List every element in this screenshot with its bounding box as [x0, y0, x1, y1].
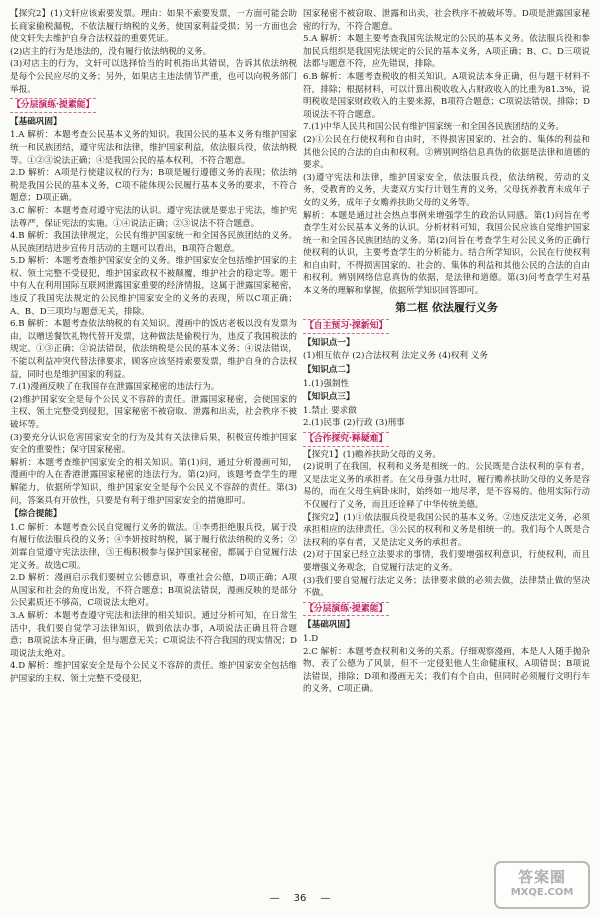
subsection-heading: 【基础巩固】 — [303, 620, 355, 631]
answer-paragraph: (3)对店主的行为，文轩可以选择恰当的时机指出其错误，告诉其依法纳税是每个公民应尽的义务；另外，如果店主违法情节严重，也可以向税务部门举报。 — [10, 59, 297, 95]
answer-paragraph: (2)店主的行为是违法的，没有履行依法纳税的义务。 — [10, 46, 212, 57]
answer-paragraph: 国家秘密不被窃取、泄露和出卖，社会秩序不被破坏等。D项是泄露国家秘密的行为，不符合题意。 — [303, 9, 590, 32]
answer-paragraph: 5.D 解析：本题考查维护国家安全的义务。维护国家安全包括维护国家的主权、领土完整不受侵犯，维护国家政权不被颠覆，维护社会的稳定等。题干中有人在利用国际互联网泄露国家重要的经济情报，这属于泄露国家秘密，违反了我国宪法规定的公民维护国家安全的义务的表现，所以C项正确；A、B、D三项均与题意无关，排除。 — [10, 256, 297, 317]
answer-paragraph: 【探究2】(1)文轩应该索要发票。理由：如果不索要发票，一方面可能会助长商家偷税漏税，不依法履行纳税的义务，使国家利益受损；另一方面也会使文轩失去维护自身合法权益的重要凭证。 — [10, 9, 297, 45]
subsection-heading: 【综合提能】 — [10, 509, 62, 520]
watermark-text: 答案圈 — [517, 868, 566, 886]
answer-paragraph: 2.D 解析：A项是行使建议权的行为；B项是履行遵德义务的表现；依法纳税是我国公民的基本义务，C项不能体现公民履行基本义务的要求，不符合题意；D项正确。 — [10, 168, 297, 204]
answer-paragraph: 解析：本题考查维护国家安全的相关知识。第(1)问，通过分析漫画可知，漫画中的人在香港泄露国家秘密的违法行为。第(2)问，该题考查学生的理解能力，依据所学知识，维护国家安全是每个公民义不容辞的责任。第(3)问，答案具有开放性，只要是有利于维护国家安全的措施即可。 — [10, 457, 297, 506]
answer-paragraph: 3.A 解析：本题考查遵守宪法和法律的相关知识。通过分析可知，在日常生活中，我们要自觉学习法律知识，做到依法办事，A项说法正确且符合题意；B项说法本身正确，但与题意无关；C项说法不符合我国的现实情况；D项说法太绝对。 — [10, 610, 297, 659]
answer-paragraph: 7.(1)中华人民共和国公民有维护国家统一和全国各民族团结的义务。 — [303, 122, 564, 133]
page-number: — 36 — — [269, 893, 331, 904]
answer-paragraph: 4.B 解析：我国法律规定，公民有维护国家统一和全国各民族团结的义务。从民族团结进步宣传月活动的主题可以看出，B项符合题意。 — [10, 231, 297, 254]
watermark-logo — [494, 861, 590, 909]
answer-paragraph: (2)①公民在行使权利和自由时，不得损害国家的、社会的、集体的利益和其他公民的合法的自由和权利。②辨别网络信息真伪的依据是法律和道德的要求。 — [303, 134, 590, 171]
answer-paragraph: 1.禁止 要求做 — [303, 405, 357, 416]
right-column — [303, 8, 590, 696]
left-column — [10, 8, 297, 685]
answer-paragraph: 4.D 解析：维护国家安全是每个公民义不容辞的责任。维护国家安全包括维护国家的主权、领土完整不受侵犯， — [10, 661, 297, 684]
answer-paragraph: (1)相互依存 (2)合法权利 法定义务 (4)权利 义务 — [303, 351, 488, 362]
answer-paragraph: 2.C 解析：本题考查权利和义务的关系。仔细观察漫画，本是人人随手抛杂物，表了公德为了风景，但不一定侵犯他人生命健康权，A项错误；B项说法错误，排除；D项和漫画无关；我们有个自由，但同时必须履行文明行车的义务，C项正确。 — [303, 646, 590, 695]
answer-paragraph: (2)对于国家已经立法要求的事情，我们要增强权利意识，行使权利，而且要增强义务观念，自觉履行法定的义务。 — [303, 550, 590, 573]
subsection-heading: 【基础巩固】 — [10, 116, 62, 127]
answer-paragraph: 1.(1)强制性 — [303, 378, 350, 389]
answer-paragraph: (3)要充分认识危害国家安全的行为及其有关法律后果，积极宣传维护国家安全的重要性；保守国家秘密。 — [10, 432, 297, 456]
answer-paragraph: (2)说明了在我国，权利和义务是相统一的。公民既是合法权利的享有者，又是法定义务的承担者。在父母身强力壮时，履行赡养扶助父母的义务是容易的，而在父母生病卧床时，始终如一地尽孝，是不容易的。他用实际行动不仅履行了义务，而且还诠释了中华传统美德。 — [303, 462, 590, 510]
answer-paragraph: 【探究2】(1)①依法服兵役是我国公民的基本义务。②违反法定义务，必须承担相应的法律责任。③公民的权利和义务是相统一的。我们每个人既是合法权利的享有者，又是法定义务的承担者。 — [303, 512, 590, 548]
answer-paragraph: (3)遵守宪法和法律，维护国家安全，依法服兵役，依法纳税，劳动的义务，受教育的义务，夫妻双方实行计划生育的义务，父母抚养教育未成年子女的义务，成年子女赡养扶助父母的义务等。 — [303, 172, 590, 208]
answer-paragraph: (2)维护国家安全是每个公民义不容辞的责任。泄露国家秘密，会使国家的主权、领土完整受到侵犯，国家秘密不被窃取、泄露和出卖，社会秩序不被破坏等。 — [10, 394, 297, 430]
section-heading: 【自主预习·探新知】 — [303, 319, 389, 334]
answer-paragraph: 6.B 解析：本题考查依法纳税的有关知识。漫画中的饭店老板以没有发票为由，以赠送餐饮礼物代替开发票，这种做法是偷税行为，违反了我国税法的规定。①③正确；②说法错误，依法纳税是公民的基本义务；④说法错误，不能以利益冲突代替法律要求，顾客应该坚持索要发票，维护自身的合法权益，同时也是维护国家的利益。 — [10, 319, 297, 380]
answer-paragraph: 【探究1】(1)赡养扶助父母的义务。 — [303, 449, 441, 460]
answer-paragraph: 5.A 解析：本题主要考查我国宪法规定的公民的基本义务。依法服兵役和参加民兵组织是我国宪法规定的公民的基本义务，A项正确；B、C、D三项说法都与题意不符，应先错误，排除。 — [303, 34, 590, 70]
answer-paragraph: 1.C 解析：本题考查公民自觉履行义务的做法。①李勇拒绝服兵役，属于没有履行依法服兵役的义务；④李妍按时纳税，属于履行依法纳税的义务；②刘霖自觉遵守宪法法律，③王梅积极参与保护国家秘密，都属于自觉履行法定义务。故选C项。 — [10, 522, 297, 571]
answer-paragraph: 1.A 解析：本题考查公民基本义务的知识。我国公民的基本义务有维护国家统一和民族团结，遵守宪法和法律，维护国家利益，依法服兵役，依法纳税等。①②③说法正确；④是我国公民的基本权利，不符合题意。 — [10, 130, 297, 166]
answer-paragraph: 6.B 解析：本题考查税收的相关知识。A项说法本身正确，但与题干材料不符，排除；根据材料，可以计算出税收收入占财政收入的比重为81.3%，说明税收是国家财政收入的主要来源，B项符合题意；C项说法错误，排除；D项说法不符合题意。 — [303, 71, 590, 120]
section-heading: 【合作探究·释疑难】 — [303, 432, 389, 447]
subsection-heading: 【知识点一】 — [303, 337, 355, 348]
subsection-heading: 【知识点三】 — [303, 392, 355, 403]
answer-paragraph: (3)我们要自觉履行法定义务；法律要求做的必须去做，法律禁止做的坚决不做。 — [303, 575, 590, 599]
answer-paragraph: 解析：本题是通过社会热点事例来增强学生的政治认同感。第(1)问旨在考查学生对公民基本义务的认识。分析材料可知，我国公民应该自觉维护国家统一和全国各民族团结的义务。第(2)问旨在考查学生对公民义务的正确行使权利的认识，主要考查学生的分析能力。结合所学知识，公民在行使权利和自由时，不得损害国家的、社会的、集体的利益和其他公民的合法的自由和权利。辨别网络信息真伪的依据，是法律和道德。第(3)问考查学生对基本义务的理解和掌握，依据所学知识回答即可。 — [303, 210, 590, 297]
answer-paragraph: 2.(1)民事 (2)行政 (3)刑事 — [303, 418, 405, 429]
answer-paragraph: 3.C 解析：本题考查对遵守宪法的认识。遵守宪法就是要忠于宪法，维护宪法尊严，保证宪法的实施。①④说法正确；②③说法不符合题意。 — [10, 205, 297, 229]
answer-paragraph: 7.(1)漫画反映了在我国存在泄露国家秘密的违法行为。 — [10, 382, 220, 393]
section-heading: 【分层演练·提素能】 — [10, 98, 96, 113]
watermark-url: MXQE.COM — [510, 887, 574, 898]
subsection-heading: 【知识点二】 — [303, 365, 355, 376]
answer-paragraph: 2.D 解析：漫画启示我们要树立公德意识，尊重社会公德，D项正确；A项从国家和社会的角度出发，不符合题意；B项说法错误，漫画反映的是部分公民素质还不够高，C项说法太绝对。 — [10, 573, 297, 609]
answer-paragraph: 1.D — [303, 633, 319, 644]
section-heading: 【分层演练·提素能】 — [303, 602, 389, 617]
lesson-title: 第二框 依法履行义务 — [395, 300, 498, 314]
